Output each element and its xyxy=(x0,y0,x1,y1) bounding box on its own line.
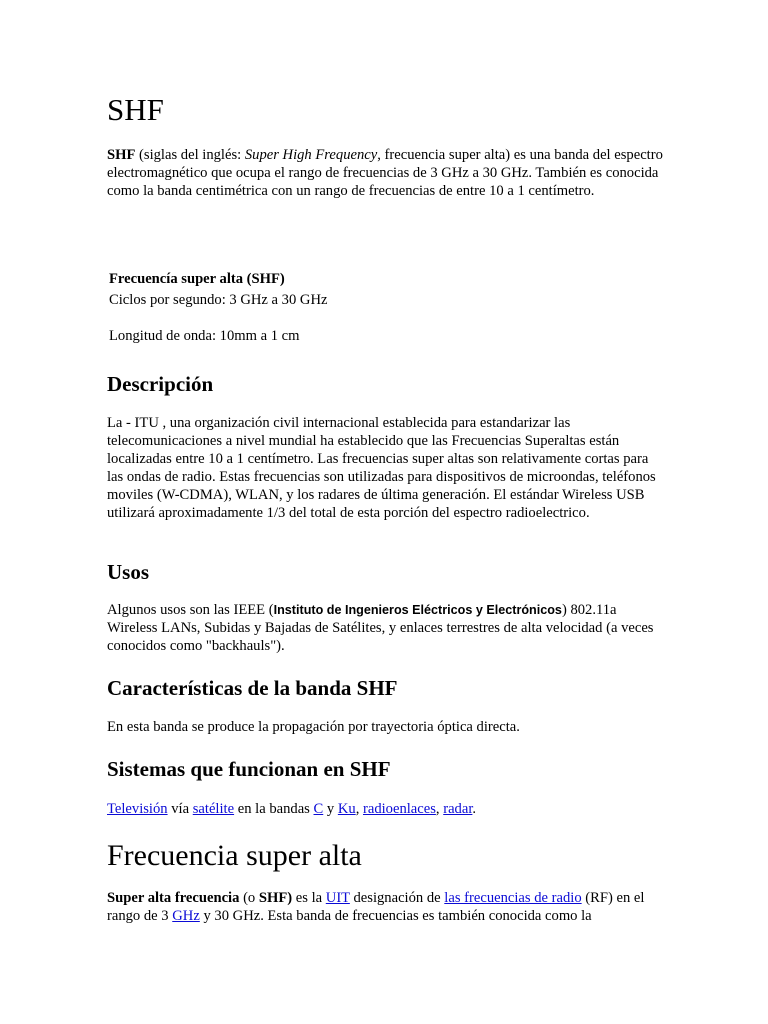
usos-paragraph: Algunos usos son las IEEE (Instituto de Ingenieros Eléctricos y Electrónicos) 802.11a Wireless LANs, Subidas y Bajadas de Satélites, y enlaces terrestres de alta velocidad (a veces conocidos como "backhauls"). xyxy=(107,602,654,654)
caracteristicas-paragraph: En esta banda se produce la propagación por trayectoria óptica directa. xyxy=(107,719,520,735)
link-satelite[interactable]: satélite xyxy=(192,801,235,817)
infobox xyxy=(109,270,327,345)
link-frecuencias-radio[interactable]: las frecuencias de radio xyxy=(444,890,582,906)
infobox-cycles: Ciclos por segundo: 3 GHz a 30 GHz xyxy=(109,292,328,308)
link-uit[interactable]: UIT xyxy=(325,890,350,906)
intro-paragraph: SHF (siglas del inglés: Super High Frequency, frecuencia super alta) es una banda del espectro electromagnético que ocupa el rango de frecuencias de 3 GHz a 30 GHz. También es conocida como la banda centimétrica con un rango de frecuencias de entre 10 a 1 centímetro. xyxy=(107,147,663,199)
sistemas-paragraph: Televisión vía satélite en la bandas C y Ku, radioenlaces, radar. xyxy=(107,801,477,817)
ieee-name: Instituto de Ingenieros Eléctricos y Electrónicos xyxy=(273,603,562,617)
section-heading-descripcion: Descripción xyxy=(107,372,214,396)
frecuencia-term: Super alta frecuencia xyxy=(107,890,240,906)
link-radar[interactable]: radar xyxy=(443,801,473,817)
section-heading-usos: Usos xyxy=(107,560,150,584)
section-heading-caracteristicas: Características de la banda SHF xyxy=(107,676,398,700)
link-banda-ku[interactable]: Ku xyxy=(337,801,356,817)
intro-term: SHF xyxy=(107,147,136,163)
link-banda-c[interactable]: C xyxy=(313,801,324,817)
descripcion-paragraph: La - ITU , una organización civil internacional establecida para estandarizar las telecomunicaciones a nivel mundial ha establecido que las Frecuencias Superaltas están localizadas entre 10 a 1 centímetro. Las frecuencias super altas son relativamente cortas para las ondas de radio. Estas frecuencias son utilizadas para dispositivos de microondas, teléfonos moviles (W-CDMA), WLAN, y los radares de última generación. El estándar Wireless USB utilizará aproximadamente 1/3 del total de esta porción del espectro radioelectrico. xyxy=(107,415,656,521)
section-title-frecuencia: Frecuencia super alta xyxy=(107,839,362,872)
page-title: SHF xyxy=(107,92,164,127)
infobox-wavelength: Longitud de onda: 10mm a 1 cm xyxy=(109,328,300,344)
link-television[interactable]: Televisión xyxy=(107,801,168,817)
intro-english-name: Super High Frequency xyxy=(244,147,378,163)
link-radioenlaces[interactable]: radioenlaces xyxy=(362,801,436,817)
infobox-heading: Frecuencía super alta (SHF) xyxy=(109,271,285,287)
section-heading-sistemas: Sistemas que funcionan en SHF xyxy=(107,757,391,781)
link-ghz[interactable]: GHz xyxy=(172,908,200,924)
frecuencia-paragraph: Super alta frecuencia (o SHF) es la UIT designación de las frecuencias de radio (RF) en el rango de 3 GHz y 30 GHz. Esta banda de frecuencias es también conocida como la xyxy=(107,890,645,924)
